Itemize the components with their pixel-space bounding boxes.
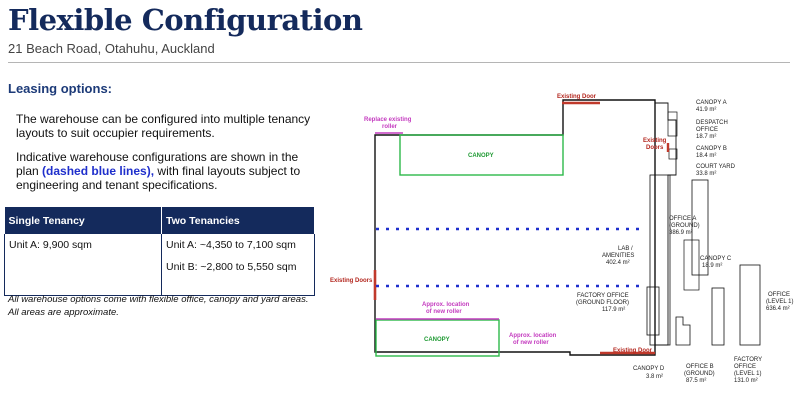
label-approx-roller-1b: of new roller <box>426 309 462 315</box>
col-single-tenancy: Single Tenancy <box>5 207 162 234</box>
config-text-before: Indicative warehouse configurations are shown in the plan <box>16 150 299 178</box>
court-yard-name: COURT YARD <box>696 164 735 170</box>
factory-office-room <box>647 287 659 335</box>
factory-ground-sub: (GROUND FLOOR) <box>576 300 629 306</box>
canopy-a-name: CANOPY A <box>696 100 727 106</box>
label-existing-doors-right-1: Existing <box>643 138 667 144</box>
office-level1-area: 636.4 m² <box>766 306 790 312</box>
lab-name-2: AMENITIES <box>602 253 635 259</box>
office-level1-sub: (LEVEL 1) <box>766 299 794 305</box>
canopy-b-area: 18.4 m² <box>696 153 717 159</box>
despatch-name-2: OFFICE <box>696 127 718 133</box>
court-yard-area: 33.8 m² <box>696 171 717 177</box>
canopy-c-name: CANOPY C <box>700 256 732 262</box>
office-level1-label <box>766 292 793 312</box>
court-yard-label <box>696 164 736 177</box>
office-b-room <box>676 317 690 345</box>
factory-level1-name-2: OFFICE <box>734 364 756 370</box>
lab-name: LAB / <box>618 246 633 252</box>
canopy-c-area: 18.9 m² <box>702 263 723 269</box>
factory-ground-area: 117.9 m² <box>602 307 626 313</box>
config-paragraph <box>16 150 316 192</box>
office-a-sub: (GROUND) <box>669 223 700 229</box>
label-existing-doors-right-2: Doors <box>646 145 664 151</box>
factory-level1-sub: (LEVEL 1) <box>734 371 762 377</box>
label-existing-door-top: Existing Door <box>557 94 597 100</box>
office-b-label <box>684 364 715 384</box>
label-canopy-top: CANOPY <box>468 153 494 159</box>
section-heading: Leasing options: <box>8 81 112 96</box>
canopy-b-label <box>696 146 727 159</box>
office-b-name: OFFICE B <box>686 364 714 370</box>
page-title: Flexible Configuration <box>8 3 363 37</box>
despatch-name: DESPATCH <box>696 120 728 126</box>
canopy-a-label <box>696 100 727 113</box>
label-existing-door-bottom: Existing Door <box>613 348 653 354</box>
office-level1-name: OFFICE <box>768 292 790 298</box>
canopy-d-area: 3.8 m² <box>646 374 664 380</box>
table-row <box>5 234 315 296</box>
two-tenancies-cell <box>162 234 315 296</box>
unit-a-single: Unit A: 9,900 sqm <box>9 239 92 251</box>
canopy-d-name: CANOPY D <box>633 366 665 372</box>
config-text-after: with final layouts subject to engineering and tenant specifications. <box>16 164 301 192</box>
address: 21 Beach Road, Otahuhu, Auckland <box>8 41 215 56</box>
canopy-d-label <box>633 366 665 380</box>
label-approx-roller-2a: Approx. location <box>509 333 557 339</box>
intro-paragraph: The warehouse can be configured into multiple tenancy layouts to suit occupier requirements. <box>16 112 311 140</box>
col-two-tenancies: Two Tenancies <box>162 207 315 234</box>
label-approx-roller-2b: of new roller <box>513 340 549 346</box>
label-existing-doors-left: Existing Doors <box>330 278 373 284</box>
factory-office-level1-room <box>712 288 724 345</box>
label-canopy-bottom: CANOPY <box>424 337 450 343</box>
table-header-row <box>5 207 315 234</box>
lab-area: 402.4 m² <box>606 260 630 266</box>
factory-level1-name: FACTORY <box>734 357 763 363</box>
unit-a-two: Unit A: ~4,350 to 7,100 sqm <box>166 239 296 251</box>
label-approx-roller-1a: Approx. location <box>422 302 470 308</box>
canopy-c-label <box>700 256 732 269</box>
warehouse-outline <box>375 100 655 355</box>
canopy-c-room <box>684 240 699 290</box>
despatch-label <box>696 120 728 140</box>
leasing-table <box>4 207 315 296</box>
despatch-area: 18.7 m² <box>696 134 717 140</box>
office-a-room <box>650 175 670 345</box>
office-a-label <box>669 216 700 236</box>
canopy-a-area: 41.9 m² <box>696 107 717 113</box>
office-a-name: OFFICE A <box>669 216 697 222</box>
lab-label <box>602 246 634 266</box>
floor-plan <box>330 90 800 390</box>
label-replace-roller-1: Replace existing <box>364 117 412 123</box>
office-b-area: 87.5 m² <box>686 378 707 384</box>
factory-level1-area: 131.0 m² <box>734 378 758 384</box>
office-level1-room <box>740 265 760 345</box>
label-replace-roller-2: roller <box>382 124 398 130</box>
office-b-sub: (GROUND) <box>684 371 715 377</box>
canopy-b-name: CANOPY B <box>696 146 727 152</box>
factory-ground-name: FACTORY OFFICE <box>577 293 629 299</box>
factory-level1-label <box>734 357 762 384</box>
unit-b-two: Unit B: ~2,800 to 5,550 sqm <box>166 261 297 273</box>
office-a-area: 386.9 m² <box>669 230 693 236</box>
divider <box>8 62 790 63</box>
dashed-lines-highlight: (dashed blue lines), <box>42 164 155 178</box>
footnote: All warehouse options come with flexible office, canopy and yard areas. All areas are approximate. <box>8 294 309 318</box>
single-tenancy-cell <box>5 234 162 296</box>
factory-office-ground-label <box>576 293 629 313</box>
